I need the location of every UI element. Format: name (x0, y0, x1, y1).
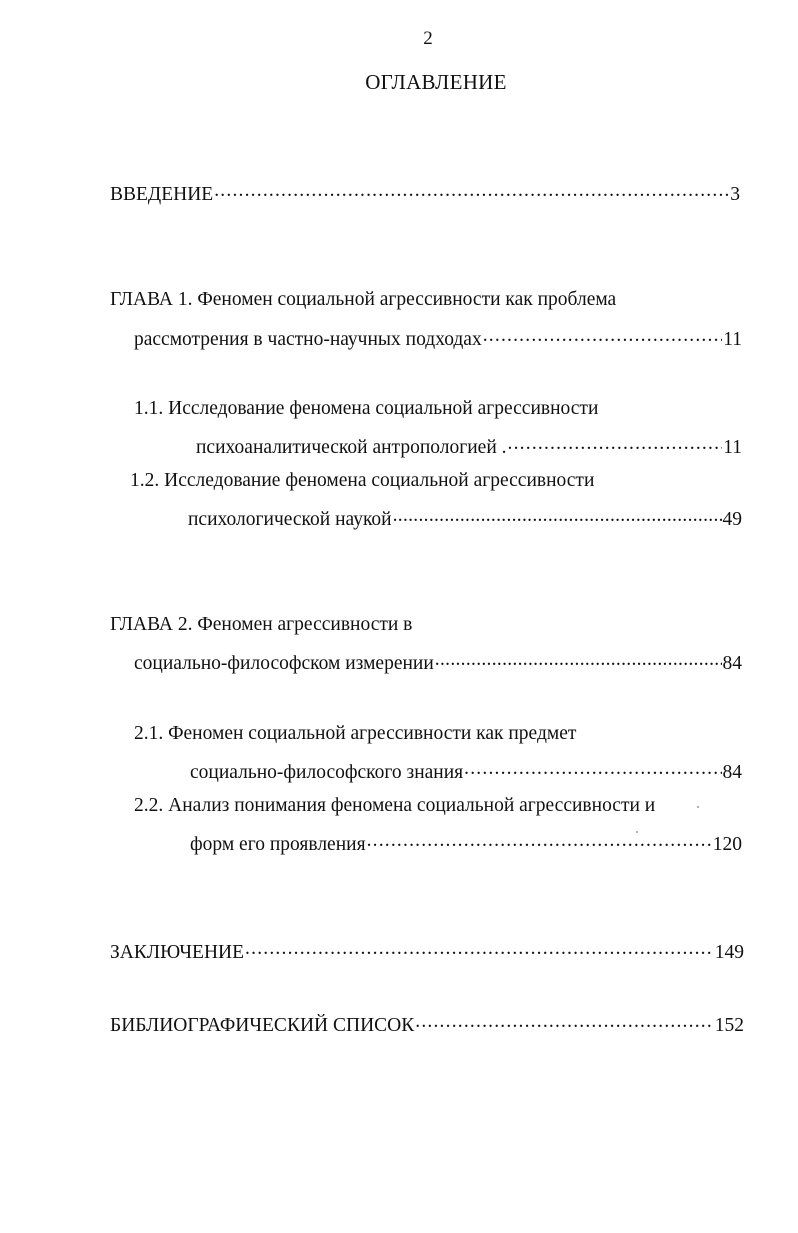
toc-chapter-1-title[interactable]: ГЛАВА 1. Феномен социальной агрессивности как проблема (110, 289, 617, 310)
toc-entry-label: рассмотрения в частно-научных подходах (134, 329, 482, 350)
toc-entry-label: ВВЕДЕНИЕ (110, 184, 214, 205)
toc-section-1-1-title[interactable]: 1.1. Исследование феномена социальной агрессивности (134, 398, 599, 419)
toc-entry-label: психологической наукой (188, 509, 392, 530)
toc-entry-section-2-1[interactable] (190, 758, 742, 785)
toc-entry-section-2-2[interactable] (190, 830, 742, 857)
page-number: 2 (423, 28, 433, 49)
toc-entry-page: 149 (714, 942, 744, 963)
dot-leader (415, 1011, 714, 1031)
toc-section-1-2-title[interactable]: 1.2. Исследование феномена социальной агрессивности (130, 470, 595, 491)
toc-entry-bibliography[interactable] (110, 1011, 744, 1038)
dot-leader (393, 505, 722, 525)
toc-entry-page: 11 (723, 329, 742, 350)
toc-entry-page: 11 (723, 437, 742, 458)
toc-chapter-2-title[interactable]: ГЛАВА 2. Феномен агрессивности в (110, 614, 413, 635)
toc-entry-label: социально-философского знания (190, 762, 464, 783)
toc-entry-section-1-2[interactable] (188, 505, 742, 532)
toc-entry-label: ЗАКЛЮЧЕНИЕ (110, 942, 245, 963)
dot-leader (214, 180, 729, 200)
toc-entry-conclusion[interactable] (110, 938, 744, 965)
toc-section-2-2-title[interactable]: 2.2. Анализ понимания феномена социальной агрессивности и (134, 795, 656, 816)
toc-entry-page: 84 (722, 762, 742, 783)
toc-entry-page: 3 (730, 184, 740, 205)
dot-leader (464, 758, 721, 778)
dot-leader (367, 830, 712, 850)
toc-entry-page: 49 (722, 509, 742, 530)
dot-leader (508, 433, 723, 453)
toc-entry-label: психоаналитической антропологией . (196, 437, 507, 458)
toc-entry-page: 120 (712, 834, 742, 855)
dot-leader (435, 649, 722, 669)
toc-entry-chapter-2[interactable] (134, 649, 742, 676)
dot-leader (245, 938, 714, 958)
toc-entry-label: форм его проявления (190, 834, 366, 855)
scan-speck (697, 806, 699, 808)
toc-entry-label: социально-философском измерении (134, 653, 434, 674)
toc-section-2-1-title[interactable]: 2.1. Феномен социальной агрессивности как предмет (134, 723, 577, 744)
toc-entry-page: 84 (722, 653, 742, 674)
toc-title: ОГЛАВЛЕНИЕ (365, 70, 507, 94)
toc-entry-chapter-1[interactable] (134, 325, 742, 352)
toc-entry-section-1-1[interactable] (196, 433, 742, 460)
toc-entry-page: 152 (714, 1015, 744, 1036)
toc-entry-introduction[interactable] (110, 180, 740, 207)
toc-entry-label: БИБЛИОГРАФИЧЕСКИЙ СПИСОК (110, 1015, 415, 1036)
scan-speck (636, 831, 638, 833)
dot-leader (483, 325, 723, 345)
